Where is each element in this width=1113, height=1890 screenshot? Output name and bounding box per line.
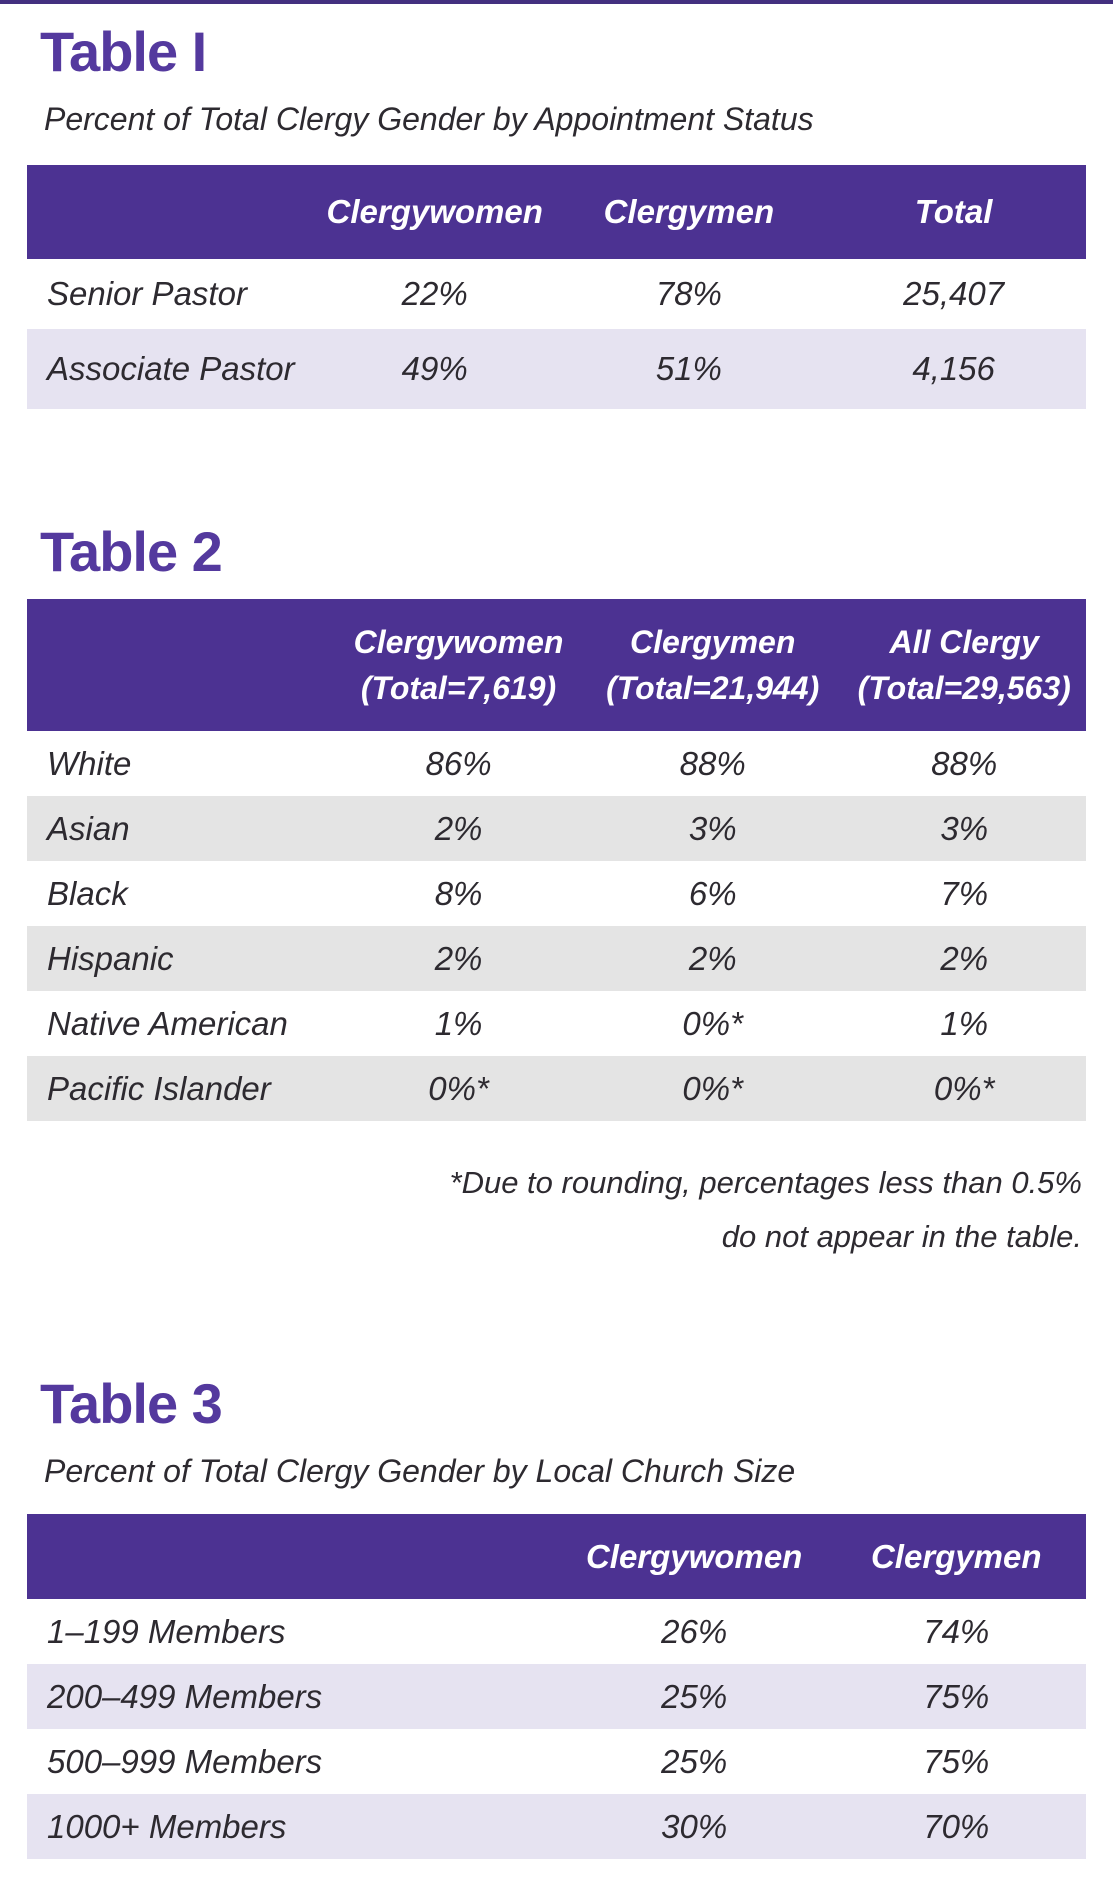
row-label: 500–999 Members — [47, 1742, 323, 1780]
row-label: Native American — [47, 1004, 288, 1042]
header-line2: (Total=7,619) — [360, 670, 557, 706]
cell-all-clergy: 0%* — [933, 1069, 995, 1107]
row-label: Associate Pastor — [47, 350, 295, 387]
row-label: Pacific Islander — [47, 1069, 271, 1107]
cell-all-clergy: 7% — [940, 874, 989, 912]
header-line2: (Total=29,563) — [857, 670, 1071, 706]
cell-clergymen: 6% — [688, 874, 737, 912]
cell-clergymen: 3% — [688, 809, 737, 847]
table2 — [27, 599, 1086, 1121]
table3-row-500-999 — [27, 1729, 1086, 1794]
page-top-rule — [0, 0, 1113, 4]
cell-clergymen: 0%* — [682, 1069, 743, 1107]
table3-header-clergywomen: Clergywomen — [585, 1537, 803, 1575]
table2-row-black — [27, 861, 1086, 926]
table1-title: Table I — [40, 20, 207, 83]
cell-all-clergy: 88% — [931, 744, 998, 782]
table2-footnote — [27, 1156, 1082, 1264]
header-line1: All Clergy — [889, 624, 1039, 660]
cell-clergywomen: 86% — [425, 744, 492, 782]
cell-clergywomen: 30% — [661, 1807, 728, 1845]
table1-header-total: Total — [914, 193, 993, 230]
cell-clergywomen: 49% — [401, 350, 468, 387]
table2-header-clergymen — [583, 599, 842, 731]
table1-header-empty — [27, 165, 313, 259]
table1-row-associate-pastor — [27, 329, 1086, 409]
row-label: Senior Pastor — [47, 275, 247, 312]
table1-row-senior-pastor — [27, 259, 1086, 329]
cell-clergymen: 0%* — [682, 1004, 743, 1042]
cell-clergywomen: 2% — [434, 809, 483, 847]
cell-clergymen: 88% — [679, 744, 746, 782]
footnote-line1: *Due to rounding, percentages less than 0.5% — [449, 1165, 1082, 1200]
table1-subtitle: Percent of Total Clergy Gender by Appointment Status — [44, 101, 814, 137]
table2-header-all-clergy — [842, 599, 1086, 731]
row-label: Hispanic — [47, 939, 174, 977]
header-line1: Clergymen — [630, 624, 796, 660]
table2-row-native-american — [27, 991, 1086, 1056]
row-label: Asian — [47, 809, 130, 847]
table3 — [27, 1514, 1086, 1859]
cell-clergywomen: 8% — [434, 874, 483, 912]
cell-all-clergy: 3% — [940, 809, 989, 847]
header-line2: (Total=21,944) — [606, 670, 820, 706]
cell-clergywomen: 22% — [401, 275, 468, 312]
table2-title: Table 2 — [40, 520, 222, 583]
cell-clergymen: 74% — [923, 1612, 990, 1650]
table3-row-200-499 — [27, 1664, 1086, 1729]
row-label: Black — [47, 874, 128, 912]
table3-row-1000-plus — [27, 1794, 1086, 1859]
table2-header-row — [27, 599, 1086, 731]
cell-clergywomen: 1% — [434, 1004, 483, 1042]
cell-clergymen: 2% — [688, 939, 737, 977]
table3-header-row — [27, 1514, 1086, 1599]
cell-total: 25,407 — [903, 275, 1005, 312]
row-label: White — [47, 744, 132, 782]
cell-clergymen: 75% — [923, 1742, 990, 1780]
table2-row-asian — [27, 796, 1086, 861]
cell-total: 4,156 — [912, 350, 995, 387]
cell-all-clergy: 1% — [940, 1004, 989, 1042]
cell-clergymen: 78% — [655, 275, 722, 312]
row-label: 1–199 Members — [47, 1612, 286, 1650]
table1-header-clergymen: Clergymen — [603, 193, 775, 230]
row-label: 200–499 Members — [47, 1677, 323, 1715]
table1-header-row — [27, 165, 1086, 259]
cell-clergymen: 75% — [923, 1677, 990, 1715]
table3-subtitle: Percent of Total Clergy Gender by Local Church Size — [44, 1453, 796, 1489]
cell-clergywomen: 0%* — [428, 1069, 489, 1107]
table3-header-empty — [27, 1514, 562, 1599]
table2-row-white — [27, 731, 1086, 796]
table1-header-clergywomen: Clergywomen — [326, 193, 543, 230]
cell-clergywomen: 2% — [434, 939, 483, 977]
cell-clergymen: 51% — [655, 350, 722, 387]
cell-all-clergy: 2% — [940, 939, 989, 977]
table2-header-empty — [27, 599, 334, 731]
cell-clergywomen: 26% — [661, 1612, 728, 1650]
table2-row-hispanic — [27, 926, 1086, 991]
cell-clergywomen: 25% — [661, 1742, 728, 1780]
cell-clergymen: 70% — [923, 1807, 990, 1845]
header-line1: Clergywomen — [353, 624, 564, 660]
table2-row-pacific-islander — [27, 1056, 1086, 1121]
cell-clergywomen: 25% — [661, 1677, 728, 1715]
footnote-line2: do not appear in the table. — [721, 1219, 1082, 1254]
table2-header-clergywomen — [334, 599, 583, 731]
table3-row-1-199 — [27, 1599, 1086, 1664]
row-label: 1000+ Members — [47, 1807, 287, 1845]
table3-header-clergymen: Clergymen — [870, 1537, 1042, 1575]
table3-title: Table 3 — [40, 1372, 222, 1435]
table1 — [27, 165, 1086, 409]
